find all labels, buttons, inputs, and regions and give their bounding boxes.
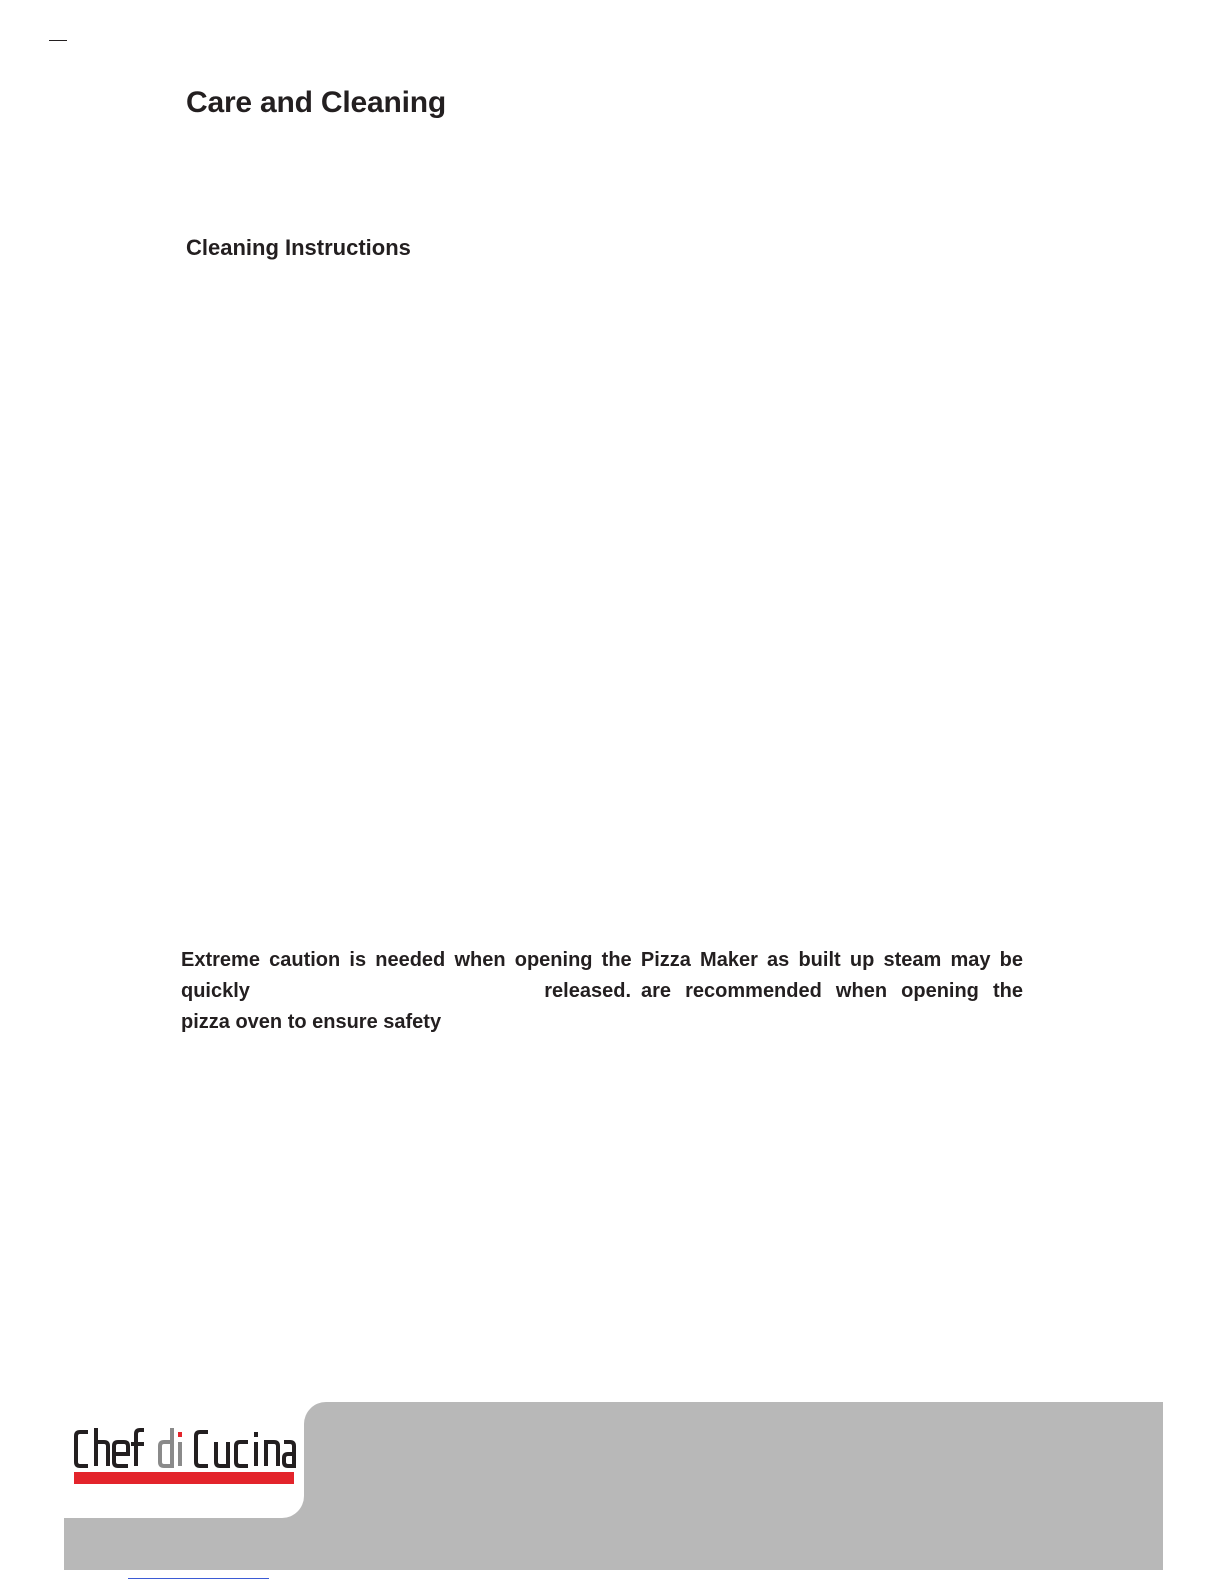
section-title-cleaning-instructions: Cleaning Instructions [186, 235, 411, 260]
chef-di-cucina-logo [74, 1428, 296, 1498]
caution-line-2 [181, 976, 1023, 1007]
footer-link-underline [128, 1578, 269, 1579]
footer-band-curve [304, 1402, 326, 1424]
page-title: Care and Cleaning [186, 86, 446, 119]
caution-line-3: pizza oven to ensure safety [181, 1011, 442, 1033]
caution-line-2-left: quickly released. [181, 980, 631, 1002]
brand-logo-graphic [74, 1428, 296, 1486]
caution-paragraph [181, 945, 1023, 1038]
caution-line-1: Extreme caution is needed when opening the Pizza Maker as built up steam may be [181, 949, 1023, 971]
caution-line-2-right: are recommended when opening the [641, 980, 1023, 1002]
crop-mark [49, 40, 67, 41]
